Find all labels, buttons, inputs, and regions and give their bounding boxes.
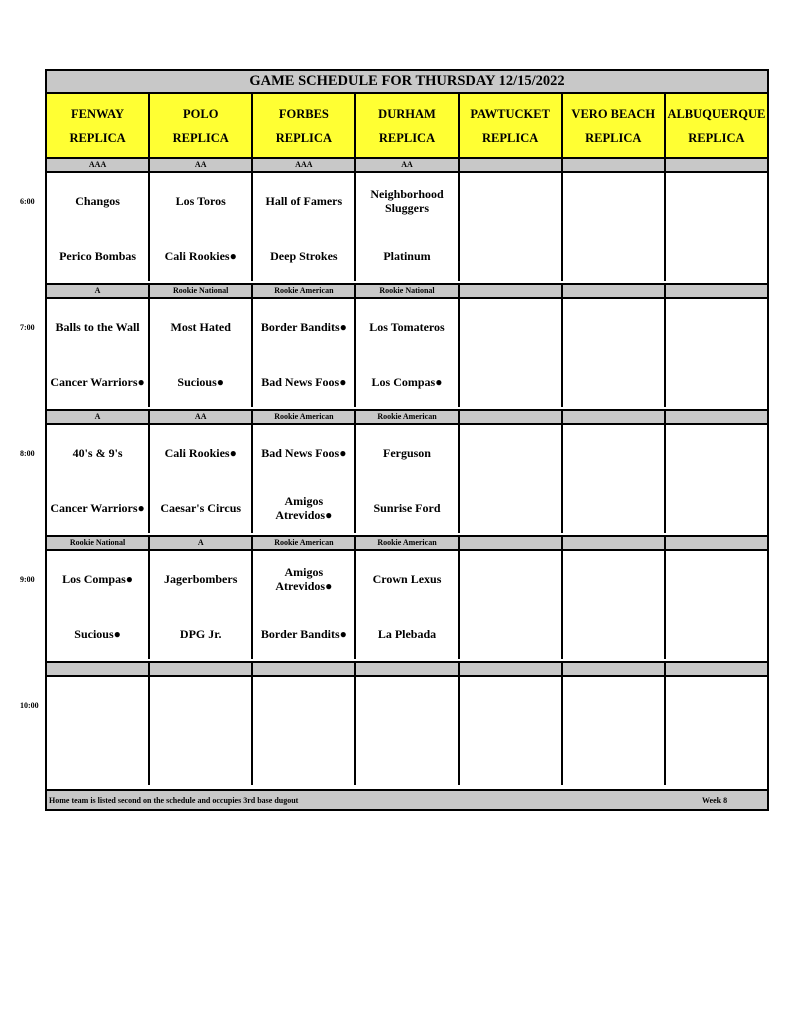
away-team: Crown Lexus: [372, 572, 442, 586]
league-level-cell: Rookie American: [356, 411, 459, 423]
league-level-cell: Rookie National: [150, 285, 253, 297]
away-team: [668, 436, 765, 470]
home-team: Sucious●: [177, 375, 225, 389]
field-header: [150, 94, 253, 158]
games-row: [47, 173, 767, 281]
footer-bar: [47, 789, 767, 809]
field-subtitle: REPLICA: [69, 131, 126, 145]
field-subtitle: REPLICA: [688, 131, 745, 145]
games-row: [47, 425, 767, 533]
game-cell: [150, 677, 253, 785]
away-team: [255, 688, 352, 722]
field-header: [47, 94, 150, 158]
away-team: Changos: [75, 194, 120, 208]
home-team: [462, 365, 559, 399]
league-level-row: [47, 409, 767, 425]
league-level-cell: [460, 411, 563, 423]
home-team: [668, 365, 765, 399]
game-cell: [356, 551, 459, 659]
league-level-cell: [563, 159, 666, 171]
league-level-cell: A: [150, 537, 253, 549]
away-team: Border Bandits●: [260, 320, 347, 334]
away-team: [668, 184, 765, 218]
game-cell: [47, 551, 150, 659]
game-cell: [253, 299, 356, 407]
away-team: Jagerbombers: [164, 572, 238, 586]
schedule-title: GAME SCHEDULE FOR THURSDAY 12/15/2022: [47, 71, 767, 94]
field-name: PAWTUCKET: [470, 107, 550, 121]
home-team: Sunrise Ford: [373, 501, 441, 515]
league-level-cell: Rookie American: [356, 537, 459, 549]
game-cell: [47, 173, 150, 281]
time-slot-block: [47, 283, 767, 407]
schedule-sheet: [45, 69, 769, 811]
home-team: Sucious●: [74, 627, 121, 641]
game-cell: [47, 425, 150, 533]
league-level-cell: Rookie National: [47, 537, 150, 549]
home-team: Border Bandits●: [260, 627, 347, 641]
away-team: [565, 562, 662, 596]
league-level-cell: [563, 411, 666, 423]
league-level-cell: [150, 663, 253, 675]
home-team: Deep Strokes: [270, 249, 338, 263]
time-label: 8:00: [20, 449, 35, 458]
home-team: Bad News Foos●: [261, 375, 347, 389]
league-level-cell: [666, 159, 767, 171]
field-subtitle: REPLICA: [378, 131, 436, 145]
field-name: FENWAY: [71, 107, 125, 121]
home-team: [668, 743, 765, 777]
home-team: Platinum: [383, 249, 431, 263]
games-row: [47, 299, 767, 407]
time-label: 7:00: [20, 323, 35, 332]
game-cell: [563, 551, 666, 659]
league-level-cell: [666, 411, 767, 423]
game-cell: [563, 299, 666, 407]
away-team: [565, 436, 662, 470]
league-level-cell: Rookie American: [253, 411, 356, 423]
home-team-note: Home team is listed second on the schedule and occupies 3rd base dugout: [49, 796, 299, 805]
away-team: [358, 688, 455, 722]
away-team: Los Tomateros: [369, 320, 445, 334]
time-slot-block: [47, 535, 767, 659]
away-team: [462, 310, 559, 344]
away-team: Cali Rookies●: [164, 446, 237, 460]
field-header: [356, 94, 459, 158]
away-team: [668, 688, 765, 722]
league-level-cell: AAA: [47, 159, 150, 171]
home-team: [462, 617, 559, 651]
game-cell: [666, 551, 767, 659]
league-level-cell: [47, 663, 150, 675]
away-team: [565, 688, 662, 722]
league-level-cell: [563, 663, 666, 675]
away-team: [462, 562, 559, 596]
field-header: [460, 94, 563, 158]
home-team: [565, 617, 662, 651]
league-level-cell: [460, 663, 563, 675]
away-team: Neighborhood Sluggers: [370, 187, 444, 215]
league-level-cell: Rookie National: [356, 285, 459, 297]
game-cell: [150, 299, 253, 407]
game-cell: [666, 299, 767, 407]
away-team: [49, 688, 146, 722]
game-cell: [460, 299, 563, 407]
home-team: Los Compas●: [371, 375, 443, 389]
field-header: [563, 94, 666, 158]
away-team: Balls to the Wall: [55, 320, 140, 334]
field-subtitle: REPLICA: [275, 131, 332, 145]
game-cell: [150, 173, 253, 281]
home-team: [462, 491, 559, 525]
home-team: Perico Bombas: [59, 249, 137, 263]
time-slot-block: [47, 661, 767, 785]
game-cell: [356, 299, 459, 407]
time-slot-block: [47, 409, 767, 533]
home-team: [565, 239, 662, 273]
league-level-cell: AA: [150, 159, 253, 171]
away-team: [565, 184, 662, 218]
league-level-cell: AA: [356, 159, 459, 171]
field-name: POLO: [183, 107, 219, 121]
game-cell: [563, 173, 666, 281]
game-cell: [47, 677, 150, 785]
game-cell: [356, 425, 459, 533]
away-team: Los Toros: [175, 194, 226, 208]
home-team: [668, 239, 765, 273]
league-level-cell: Rookie American: [253, 537, 356, 549]
week-label: Week 8: [702, 796, 728, 805]
league-level-cell: [460, 537, 563, 549]
away-team: [152, 688, 249, 722]
league-level-cell: Rookie American: [253, 285, 356, 297]
game-cell: [666, 173, 767, 281]
home-team: Amigos Atrevidos●: [275, 494, 333, 522]
home-team: DPG Jr.: [179, 627, 222, 641]
away-team: Bad News Foos●: [261, 446, 347, 460]
home-team: [358, 743, 455, 777]
away-team: Los Compas●: [62, 572, 134, 586]
home-team: Cancer Warriors●: [50, 501, 145, 515]
game-cell: [150, 551, 253, 659]
away-team: Most Hated: [170, 320, 231, 334]
time-slot-block: [47, 157, 767, 281]
league-level-cell: [563, 537, 666, 549]
time-label: 6:00: [20, 197, 35, 206]
game-cell: [253, 551, 356, 659]
game-cell: [666, 677, 767, 785]
away-team: [462, 688, 559, 722]
games-row: [47, 677, 767, 785]
away-team: [668, 310, 765, 344]
field-header-row: [47, 94, 767, 158]
away-team: Hall of Famers: [265, 194, 343, 208]
league-level-row: [47, 535, 767, 551]
game-cell: [666, 425, 767, 533]
league-level-cell: A: [47, 285, 150, 297]
game-cell: [460, 677, 563, 785]
away-team: [565, 310, 662, 344]
field-subtitle: REPLICA: [172, 131, 229, 145]
field-subtitle: REPLICA: [482, 131, 539, 145]
home-team: [152, 743, 249, 777]
field-name: DURHAM: [378, 107, 436, 121]
game-cell: [253, 425, 356, 533]
home-team: [255, 743, 352, 777]
away-team: [462, 184, 559, 218]
league-level-cell: [666, 663, 767, 675]
away-team: Ferguson: [382, 446, 431, 460]
league-level-row: [47, 661, 767, 677]
league-level-cell: [253, 663, 356, 675]
league-level-cell: AAA: [253, 159, 356, 171]
home-team: [462, 743, 559, 777]
games-row: [47, 551, 767, 659]
league-level-cell: [460, 285, 563, 297]
field-name: VERO BEACH: [571, 107, 656, 121]
home-team: Cali Rookies●: [164, 249, 237, 263]
league-level-cell: AA: [150, 411, 253, 423]
away-team: 40's & 9's: [72, 446, 123, 460]
home-team: [565, 491, 662, 525]
home-team: La Plebada: [377, 627, 437, 641]
away-team: [462, 436, 559, 470]
game-cell: [150, 425, 253, 533]
league-level-cell: [460, 159, 563, 171]
game-cell: [460, 173, 563, 281]
league-level-cell: [666, 285, 767, 297]
game-cell: [47, 299, 150, 407]
game-cell: [563, 425, 666, 533]
game-cell: [460, 425, 563, 533]
game-cell: [563, 677, 666, 785]
field-header: [253, 94, 356, 158]
league-level-cell: A: [47, 411, 150, 423]
home-team: Caesar's Circus: [160, 501, 242, 515]
home-team: [668, 617, 765, 651]
home-team: [565, 743, 662, 777]
league-level-row: [47, 157, 767, 173]
league-level-cell: [356, 663, 459, 675]
home-team: [462, 239, 559, 273]
away-team: Amigos Atrevidos●: [275, 565, 333, 593]
game-cell: [356, 173, 459, 281]
home-team: Cancer Warriors●: [50, 375, 145, 389]
home-team: [49, 743, 146, 777]
time-label: 10:00: [20, 701, 39, 710]
league-level-row: [47, 283, 767, 299]
field-name: FORBES: [278, 107, 329, 121]
field-name: ALBUQUERQUE: [667, 107, 766, 121]
game-cell: [460, 551, 563, 659]
home-team: [668, 491, 765, 525]
game-cell: [253, 677, 356, 785]
league-level-cell: [563, 285, 666, 297]
game-cell: [253, 173, 356, 281]
field-subtitle: REPLICA: [585, 131, 642, 145]
time-label: 9:00: [20, 575, 35, 584]
league-level-cell: [666, 537, 767, 549]
away-team: [668, 562, 765, 596]
game-cell: [356, 677, 459, 785]
field-header: [666, 94, 767, 158]
home-team: [565, 365, 662, 399]
